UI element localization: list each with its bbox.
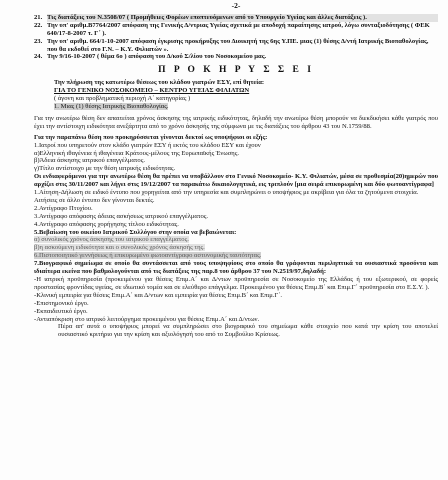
documents-list bbox=[34, 189, 438, 229]
legal-references bbox=[34, 14, 438, 61]
document-title: Π Ρ Ο Κ Η Ρ Υ Σ Σ Ε Ι bbox=[158, 65, 314, 76]
document-item: Αιτήσεις σε άλλο έντυπο δεν γίνονται δεκτές. bbox=[34, 196, 155, 204]
legal-ref-item bbox=[34, 22, 438, 38]
document-item: 1.Αίτηση-Δήλωση σε ειδικό έντυπο που χορηγείται από την υπηρεσία και συμπληρώνει ο υποψήφιος με ακρίβεια για όλα τα ζητούμενα στοιχεία. bbox=[34, 189, 419, 197]
document-item-5-sub: α) συνολικός χρόνος άσκησης του ιατρικού επαγγέλματος. bbox=[34, 236, 189, 244]
eligibility-item: α)Ελληνική ιθαγένεια ή ιθαγένεια Κράτους-μέλους της Ευρωπαϊκής Ένωσης. bbox=[34, 149, 240, 157]
service-item: -Η ιατρική προϋπηρεσία (προκειμένου για θέσεις Επιμ.Α΄ και Δ/ντων προϋπηρεσία σε Νοσοκομείο της Ελλάδας ή του εξωτερικού, σε φορείς προστασίας φροντίδας υγείας, σε ιδιωτικό τομέα και σε ελεύθερο επάγγελμα. Προκειμένου για θέσεις Επιμ.Β΄ και Επιμ.Γ΄ προϋπηρεσία στο Ε.Σ.Υ. ). bbox=[34, 276, 438, 291]
eligibility-item: 1.Ιατροί που υπηρετούν στον κλάδο γιατρών ΕΣΥ ή εκτός του κλάδου ΕΣΥ και έχουν bbox=[34, 141, 261, 149]
submission-paragraph: Οι ενδιαφερόμενοι για την ανωτέρω θέση θα πρέπει να υποβάλλουν στο Γενικό Νοσοκομείο- Κ.Υ. Φιλιατών, μέσα σε προθεσμία(20)ημερών που αρχίζει στις 30/11/2007 και λήγει στις 19/12/2007 τα παρακάτω δικαιολογητικά, εις τριπλούν [μια σειρά επικυρωμένη και δύο φωτοαντίγραφα] bbox=[34, 173, 438, 189]
document-item-7: 7.Βιογραφικό σημείωμα σε οποίο θα συντάσσεται από τους υποψηφίους στο οποίο θα γράφονται περιληπτικά τα ουσιαστικά προσόντα και ιδιαίτερα εκείνα που βαθμολογούνται από τις διατάξεις της παρ.8 του άρθρου 37 του Ν.2519/97,δηλαδή: bbox=[34, 260, 438, 276]
page-number: -2- bbox=[231, 1, 241, 10]
legal-ref-item bbox=[34, 53, 438, 61]
legal-ref-num: 21. bbox=[34, 13, 43, 21]
service-item: -Επιστημονικό έργο. bbox=[34, 299, 89, 307]
closing-paragraph: Πέρα απ' αυτά ο υποψήφιος μπορεί να συμπληρώσει στο βιογραφικό του σημείωμα κάθε στοιχείο που κατά την κρίση του αποτελεί ουσιαστικό κριτήριο για την κρίση και αξιολόγησή του από το Συμβούλιο Κρίσεως. bbox=[58, 323, 438, 339]
legal-ref-text: Τις διατάξεις του Ν.3508/07 ( Προμήθειες Φορέων εποπτευόμενων από το Υπουργείο Υγείας και άλλες διατάξεις ). bbox=[47, 14, 438, 22]
position-item: 1. Μιας (1) θέσης Ιατρικής Βιοπαθολογίας. bbox=[54, 102, 169, 110]
legal-ref-text: Την υπ' αριθμ. 664/1-10-2007 απόφαση έγκρισης προκήρυξης του Διοικητή της 6ης Υ.ΠΕ. μιας (1) θέσης Δ/ντή Ιατρικής Βιοπαθολογίας, που θα εκδοθεί στο Γ.Ν. – Κ.Υ. Φιλιατών ». bbox=[47, 37, 429, 53]
candidates-paragraph: Για την παραπάνω θέση που προκηρύσσεται γίνονται δεκτοί ως υποψήφιοι οι εξής: bbox=[34, 133, 268, 141]
legal-ref-item bbox=[34, 14, 438, 22]
service-item: -Αντιαπόκριση στο ιατρικό λειτούργημα προκειμένου για θέσεις Επιμ.Α΄ και Δ/ντων. bbox=[34, 315, 260, 323]
document-item-5-sub: β)η ασκούμενη ειδικότητα και ο συνολικός χρόνος άσκησής της. bbox=[34, 244, 205, 252]
document-item: 2.Αντίγραφο Πτυχίου. bbox=[34, 204, 93, 212]
legal-ref-num: 23. bbox=[34, 37, 43, 45]
experience-paragraph: Για την ανωτέρω θέση δεν απαιτείται χρόνος άσκησης της ιατρικής ειδικότητας, δηλαδή την ανωτέρω θέση μπορούν να διεκδικήσει κάθε γιατρός που έχει την αντίστοιχη ειδικότητα ανεξάρτητα από το χρόνο άσκησής της σύμφωνα με τις διατάξεις του άρθρου 43 του Ν.1759/88. bbox=[34, 114, 438, 130]
document-item: 4.Αντίγραφο απόφασης χορήγησης τίτλου ειδικότητας. bbox=[34, 220, 179, 228]
document-item: 3.Αντίγραφο απόφασης άδειας ασκήσεως ιατρικού επαγγέλματος. bbox=[34, 212, 209, 220]
document-item-5-title: 5.Βεβαίωση του οικείου Ιατρικού Συλλόγου στην οποία να βεβαιώνεται: bbox=[34, 228, 237, 236]
service-list bbox=[34, 276, 438, 323]
document-item-6: 6.Πιστοποιητικό γεννήσεως ή επικυρωμένο φωτοαντίγραφο αστυνομικής ταυτότητας. bbox=[34, 252, 262, 260]
legal-ref-num: 22. bbox=[34, 21, 43, 29]
hospital-name: ΓΙΑ ΤΟ ΓΕΝΙΚΟ ΝΟΣΟΚΟΜΕΙΟ – ΚΕΝΤΡΟ ΥΓΕΙΑΣ ΦΙΛΙΑΤΩΝ bbox=[54, 87, 250, 95]
legal-ref-item bbox=[34, 38, 438, 54]
area-note: ( άγονη και προβληματική περιοχή Α΄ κατηγορίας ) bbox=[54, 95, 191, 103]
eligibility-item: β)Άδεια άσκησης ιατρικού επαγγέλματος. bbox=[34, 157, 145, 165]
legal-ref-text: Την 9/16-10-2007 ( θέμα 6ο ) απόφαση του Δ/κού Σ/λίου του Νοσοκομείου μας. bbox=[47, 53, 267, 61]
service-item: -Κλινική εμπειρία για θέσεις Επιμ.Α΄ και Δ/ντων και εμπειρία για θέσεις Επιμ.Β΄ και Επιμ.Γ΄. bbox=[34, 291, 283, 299]
service-item: -Εκπαιδευτικό έργο. bbox=[34, 307, 88, 315]
legal-ref-text: Την υπ' αριθμ.Β7764/2007 απόφαση της Γενικής Δ/ντριας Υγείας σχετικά με αποδοχή παραίτησης ιατρού, λόγω συνταξιοδότησης ( ΦΕΚ 640/17-8-2007 τ. Γ΄ ). bbox=[47, 21, 430, 37]
eligibility-item: γ)Τίτλο αντίστοιχο με την θέση ιατρικής ειδικότητας. bbox=[34, 165, 176, 173]
intro-text: Την πλήρωση της κατωτέρω θέσεως του κλάδου γιατρών ΕΣΥ, επί θητεία: bbox=[54, 79, 265, 87]
legal-ref-num: 24. bbox=[34, 53, 43, 61]
eligibility-list bbox=[34, 142, 438, 174]
